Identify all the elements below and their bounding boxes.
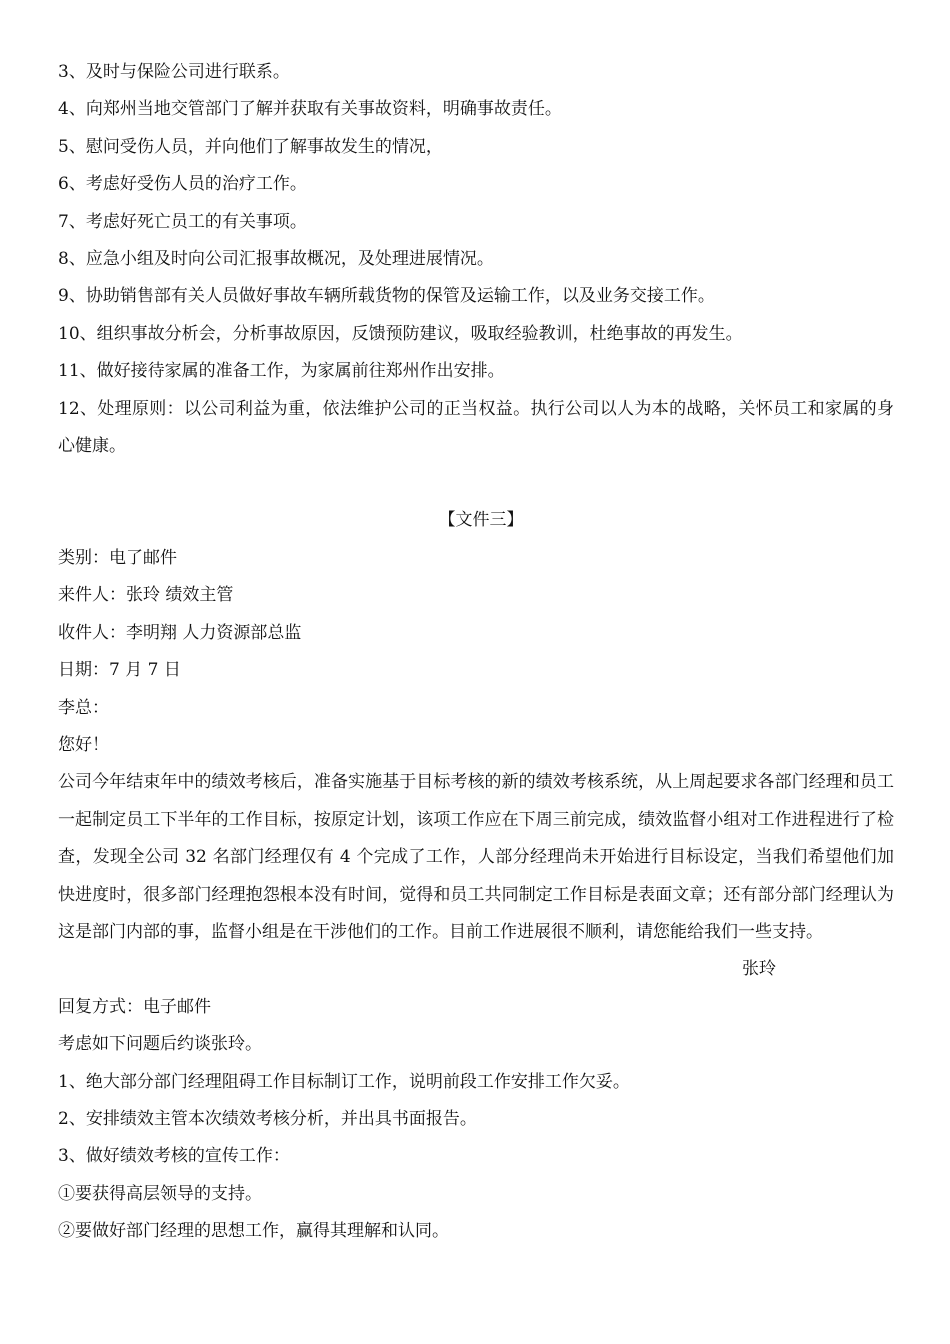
email-signature: 张玲 <box>742 959 776 980</box>
email-body: 公司今年结束年中的绩效考核后，准备实施基于目标考核的新的绩效考核系统，从上周起要求各部门经理和员工一起制定员工下半年的工作目标，按原定计划，该项工作应在下周三前完成，绩效监督小组对工作进程进行了检查，发现全公司 32 名部门经理仅有 4 个完成了工作，人部分经理尚未开始进行目标设定，当我们希望他们加快进度时，很多部门经理抱怨根本没有时间，觉得和员工共同制定工作目标是表面文章；还有部分部门经理认为这是部门内部的事，监督小组是在干涉他们的工作。目前工作进展很不顺利，请您能给我们一些支持。 <box>58 772 894 942</box>
reply-item: 1、绝大部分部门经理阻碍工作目标制订工作，说明前段工作安排工作欠妥。 <box>58 1071 630 1092</box>
list-item: 7、考虑好死亡员工的有关事项。 <box>58 211 307 232</box>
email-greeting: 您好！ <box>58 734 109 755</box>
reply-item: 3、做好绩效考核的宣传工作： <box>58 1146 290 1167</box>
email-recipient: 收件人：李明翔 人力资源部总监 <box>58 622 302 643</box>
section-heading: 【文件三】 <box>438 510 524 531</box>
list-item: 5、慰问受伤人员，并向他们了解事故发生的情况， <box>58 136 443 157</box>
email-date: 日期：7 月 7 日 <box>58 660 181 681</box>
email-sender: 来件人：张玲 绩效主管 <box>58 585 234 606</box>
reply-item: 2、安排绩效主管本次绩效考核分析，并出具书面报告。 <box>58 1108 477 1129</box>
list-item: 6、考虑好受伤人员的治疗工作。 <box>58 174 307 195</box>
reply-subitem: ①要获得高层领导的支持。 <box>58 1183 262 1204</box>
email-salutation: 李总： <box>58 697 109 718</box>
list-item: 4、向郑州当地交管部门了解并获取有关事故资料，明确事故责任。 <box>58 99 562 120</box>
reply-intro: 考虑如下问题后约谈张玲。 <box>58 1034 262 1055</box>
list-item: 10、组织事故分析会，分析事故原因，反馈预防建议，吸取经验教训，杜绝事故的再发生。 <box>58 323 743 344</box>
reply-method: 回复方式：电子邮件 <box>58 996 211 1017</box>
document-page <box>58 54 894 1251</box>
list-item-principle: 12、处理原则：以公司利益为重，依法维护公司的正当权益。执行公司以人为本的战略，关怀员工和家属的身心健康。 <box>58 398 894 457</box>
list-item: 9、协助销售部有关人员做好事故车辆所载货物的保管及运输工作，以及业务交接工作。 <box>58 286 715 307</box>
email-category: 类别：电了邮件 <box>58 547 177 568</box>
list-item: 11、做好接待家属的准备工作，为家属前往郑州作出安排。 <box>58 361 505 382</box>
list-item: 3、及时与保险公司进行联系。 <box>58 62 290 82</box>
reply-subitem: ②要做好部门经理的思想工作，赢得其理解和认同。 <box>58 1221 449 1242</box>
section-gap <box>58 465 894 502</box>
list-item: 8、应急小组及时向公司汇报事故概况，及处理进展情况。 <box>58 249 494 270</box>
